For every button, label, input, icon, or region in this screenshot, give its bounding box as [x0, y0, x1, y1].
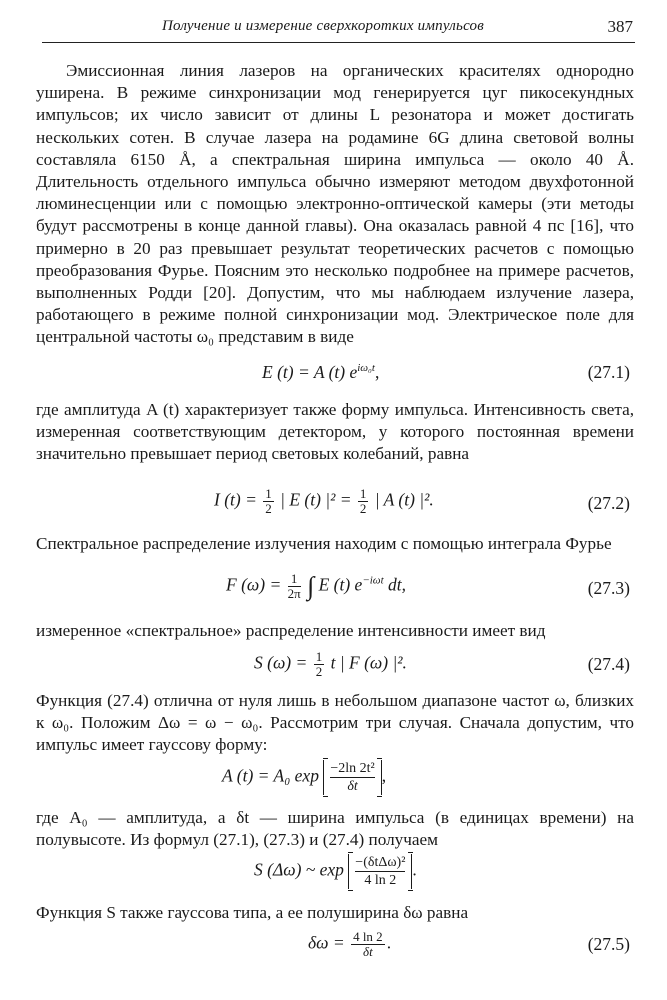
- eq3-rhs: E (t) e: [318, 574, 363, 595]
- equation-number-27-2: (27.2): [587, 493, 630, 513]
- eq1-tail: ,: [374, 362, 380, 382]
- equation-27-4: [36, 650, 634, 686]
- eq3-tail: dt,: [383, 574, 407, 595]
- equation-27-3: [36, 572, 634, 608]
- running-title: Получение и измерение сверхкоротких импульсов: [162, 18, 484, 34]
- equation-spectrum-gaussian: [36, 854, 634, 898]
- paragraph-intensity: где амплитуда A (t) характеризует также форму импульса. Интенсивность света, измеренная соответствующим детектором, у которого постоянная времени значительно превышает период световых колебаний, равна: [36, 400, 634, 464]
- eq3-exponent: −iωt: [362, 574, 384, 587]
- equation-number-27-5: (27.5): [587, 934, 630, 954]
- equation-number-27-1: (27.1): [587, 362, 630, 382]
- integral-sign: ∫: [307, 571, 315, 601]
- paragraph-halfwidth: Функция S также гауссова типа, а ее полуширина δω равна: [36, 903, 469, 922]
- equation-27-2: [36, 487, 634, 523]
- equation-gaussian-pulse: [36, 760, 634, 804]
- equation-number-27-4: (27.4): [587, 654, 630, 674]
- eq7-fraction: $\frac{4 \ln 2}{\delta t}$: [353, 929, 383, 959]
- equation-27-1: [36, 362, 634, 392]
- eq4-fraction: $\frac{1}{2}$: [315, 649, 323, 679]
- eq3-lhs: F (ω) =: [226, 574, 282, 595]
- eq1-lhs: E (t) = A (t) e: [262, 362, 358, 382]
- eq4-rhs: t | F (ω) |².: [330, 652, 407, 673]
- paragraph-fourier: Спектральное распределение излучения находим с помощью интеграла Фурье: [36, 534, 612, 553]
- eq5-lhs: A (t) = A₀ exp: [222, 765, 319, 786]
- eq6-lhs: S (Δω) ~ exp: [254, 859, 344, 880]
- eq5-tail: ,: [381, 765, 387, 786]
- paragraph-intro: Эмиссионная линия лазеров на органических красителях однородно уширена. В режиме синхронизации мод генерируется цуг пикосекундных импульсов; их число зависит от длины L резонатора и может достигать нескольких сотен. В случае лазера на родамине 6G длина световой волны составляла 6150 Å, а спектральная ширина импульса — около 40 Å. Длительность отдельного импульса обычно измеряют методом двухфотонной люминесценции или с помощью электронно-оптической камеры (эти методы будут рассмотрены в конце данной главы). Она оказалась равной 4 пс [16], что примерно в 20 раз превышает результат теоретических расчетов с помощью преобразования Фурье. Поясним это несколько подробнее на примере расчетов, выполненных Родди [20]. Допустим, что мы наблюдаем излучение лазера, работающего в режиме полной синхронизации мод. Электрическое поле для центральной частоты ω₀ представим в виде: [36, 61, 634, 347]
- eq2-fraction-1: $\frac{1}{2}$: [265, 486, 272, 516]
- eq7-tail: .: [386, 932, 392, 953]
- paragraph-spectral: измеренное «спектральное» распределение интенсивности имеет вид: [36, 621, 546, 640]
- paragraph-gaussian: Функция (27.4) отлична от нуля лишь в небольшом диапазоне частот ω, близких к ω₀. Положим Δω = ω − ω₀. Рассмотрим три случая. Сначала допустим, что импульс имеет гауссову форму:: [36, 691, 634, 755]
- eq2-lhs: I (t) =: [214, 489, 257, 510]
- running-header: [42, 16, 635, 43]
- eq6-bracket: −(δtΔω)² 4 ln 2: [348, 854, 412, 889]
- eq2-fraction-2: $\frac{1}{2}$: [359, 486, 367, 516]
- page-number: 387: [607, 17, 633, 36]
- eq3-fraction: $\frac{1}{2\pi}$: [287, 571, 301, 601]
- eq6-tail: .: [412, 859, 417, 880]
- eq2-mid: | E (t) |² =: [280, 489, 352, 510]
- equation-27-5: [36, 930, 634, 970]
- eq4-lhs: S (ω) =: [254, 652, 308, 673]
- eq5-bracket: $\frac{\text{−2ln 2t²}}{\delta t}$: [323, 760, 381, 795]
- eq2-rhs: | A (t) |².: [374, 489, 434, 510]
- eq1-exponent: iω₀t: [357, 362, 375, 375]
- eq7-lhs: δω =: [308, 932, 345, 953]
- paragraph-amplitude: где A₀ — амплитуда, а δt — ширина импульса (в единицах времени) на полувысоте. Из формул (27.1), (27.3) и (27.4) получаем: [36, 808, 634, 850]
- equation-number-27-3: (27.3): [587, 578, 630, 598]
